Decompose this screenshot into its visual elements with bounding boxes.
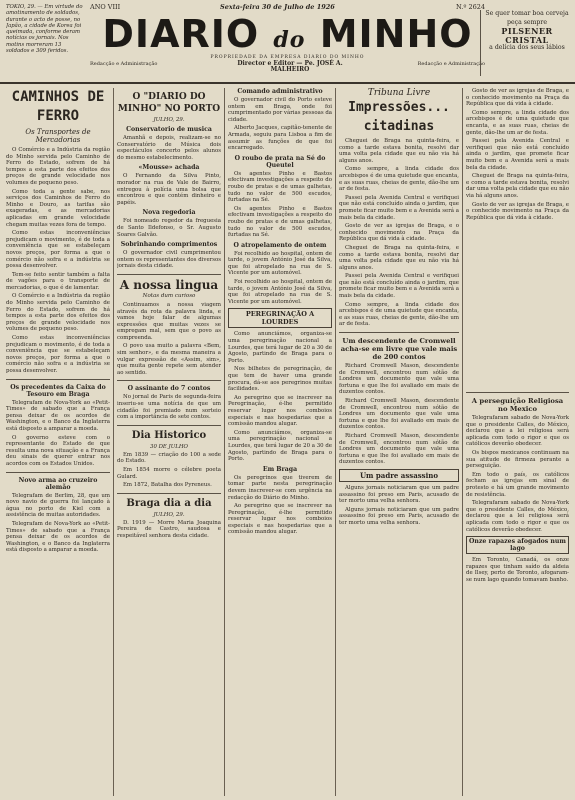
issue-date: Sexta-feira 30 de Julho de 1926 bbox=[220, 3, 335, 11]
headline-lourdes: PEREGRINAÇÃO A LOURDES bbox=[228, 308, 332, 328]
left-notice: TOKIO, 29. — Em virtude do amotinamento de soldados, durante o acto de posse, no Japão, a cidade de Korea foi queimada, conforme deram notícias os jornais. Nos motins morreram 13 soldados e 309 feridos. bbox=[6, 4, 83, 55]
kicker-tribuna: Tribuna Livre bbox=[367, 88, 431, 98]
director-line: Director e Editor — Pe. JOSÉ A. MALHEIRO bbox=[237, 60, 343, 73]
newspaper-title: DIARIO do MINHO bbox=[102, 12, 473, 56]
advertisement-box: Se quer tomar boa cerveja peça sempre PILSENER CRISTAL a delícia dos seus lábios bbox=[480, 10, 569, 76]
headline-padre: Um padre assassino bbox=[339, 469, 459, 482]
masthead bbox=[0, 0, 575, 84]
redacao-right: Redacção e Administração bbox=[417, 61, 485, 67]
headline-braga-dia: Braga dia a dia bbox=[126, 497, 212, 509]
column-4: Tribuna Livre Impressões... citadinas Cheguei de Braga na quinta-feira, e como a tarde estava bonita, resolvi dar uma volta pela cidade que eu não via há alguns anos. Como sempre, a linda cidade dos arcebispos é de uma quietude que encanta, e as suas ruas, cheias de gente, dão-lhe um ar de festa. Passei pela Avenida Central e verifiquei que não está concluído ainda o jardim, que promete ficar muito bem e a Avenida será a mais bela da cidade. Gosto de ver as igrejas de Braga, e o conhecido movimento na Praça da República que dá vida à cidade. Cheguei de Braga na quinta-feira, e como a tarde estava bonita, resolvi dar uma volta pela cidade que eu não via há alguns anos. Passei pela Avenida Central e verifiquei que não está concluído ainda o jardim, que promete ficar muito bem e a Avenida será a mais bela da cidade. Como sempre, a linda cidade dos arcebispos é de uma quietude que encanta, e as suas ruas, cheias de gente, dão-lhe um ar de festa. Um descendente de Cromwell acha-se em livre que vale mais de 200 contos Richard Cromwell Mason, descendente de Cromwell, encontrou num sótão de Londres um documento que vale uma fortuna e que lhe foi avaliado em mais de duzentos contos. Richard Cromwell Mason, descendente de Cromwell, encontrou num sótão de Londres um documento que vale uma fortuna e que lhe foi avaliado em mais de duzentos contos. Richard Cromwell Mason, descendente de Cromwell, encontrou num sótão de Londres um documento que vale uma fortuna e que lhe foi avaliado em mais de duzentos contos. Um padre assassino Alguns jornais noticiaram que um padre assassino foi preso em Paris, acusado de ter morto uma velha senhora. Alguns jornais noticiaram que um padre assassino foi preso em Paris, acusado de ter morto uma velha senhora. bbox=[339, 88, 459, 526]
headline-cruzeiro: Novo arma ao cruzeiro alemão bbox=[18, 476, 98, 491]
admin-row bbox=[90, 61, 485, 81]
ano-label: ANO VIII bbox=[90, 3, 121, 11]
headline-caminhos: CAMINHOS DE FERRO bbox=[11, 89, 105, 124]
headline-dia-historico: Dia Historico bbox=[131, 429, 207, 441]
redacao-left: Redacção e Administração bbox=[90, 61, 158, 67]
headline-rapazes: Onze rapazes afogados num lago bbox=[466, 536, 569, 554]
column-2: O "DIARIO DO MINHO" NO PORTO JULHO, 29. Conservatorio de musica Amanhã e depois, realizam-se no Conservatório de Música dois espectáculos concerto pelos alunos do mesmo estabelecimento. «Mousse» achada O Fernando da Silva Pinto, morador na rua de Vale de Bairro, entregou à polícia uma bolsa que encontrou e que contém dinheiro e papéis. Nova regedoria Foi nomeado regedor da freguesia de Santo Ildefonso, o Sr. Augusto Soares Galvão. Sobrinhando comprimentos O governador civil cumprimentou ontem os representantes dos diversos jornais desta cidade. A nossa lingua Notas dum curioso Continuamos a nossa viagem através da rota da palavra linda, e vamos hoje falar de algumas expressões que muitas vezes se empregam mal, sem que o povo as compreenda. O povo usa muito a palavra «Bem, sim senhor», e da mesma maneira a vulgar expressão de «Assim, sim», que muita gente repete sem atender ao sentido. O assinante do 7 contos No jornal de Paris de segunda-feira inseriu-se uma notícia de que um cidadão foi premiado num sorteio com a importância de sete contos. Dia Historico 30 DE JULHO Em 1839 — criação do 100 a sede do Estado. Em 1854 morre o célebre poeta Gulard. Em 1872, Batalha dos Pyreneus. Braga dia a dia JULHO, 29. D. 1919 — Morre Maria Joaquina Pereira de Castro, saudosa e respeitável senhora desta cidade. bbox=[117, 92, 221, 539]
headline-cromwell: Um descendente de Cromwell acha-se em livre que vale mais de 200 contos bbox=[340, 337, 458, 362]
column-1: CAMINHOS DE FERRO Os Transportes de Mercadorias O Comércio e a Indústria da região do Minho servida pelo Caminho de Ferro do Estado, sofrem de há tempos a esta parte dos efeitos dos preços de grande velocidade nos volumes de pequeno peso. Como toda a gente sabe, nos serviços dos Caminhos de Ferro do Minho e Douro, as tarifas são exageradas, e as mercadorias aplicadas em grande velocidade chegam muitas vezes fora de tempo. Como estas inconveniências prejudicam o movimento, é de toda a conveniência que se estabeleçam novos preços, por forma a que o comércio não sofra e a indústria se possa desenvolver. Tem-se feito sentir também a falta de vagões para o transporte de mercadorias, o que é de lamentar. O Comércio e a Indústria da região do Minho servida pelo Caminho de Ferro do Estado, sofrem de há tempos a esta parte dos efeitos dos preços de grande velocidade nos volumes de pequeno peso. Como estas inconveniências prejudicam o movimento, é de toda a conveniência que se estabeleçam novos preços, por forma a que o comércio não sofra e a indústria se possa desenvolver. Os precedentes da Caixa do Tesouro em Braga Telegrafam de Nova-York ao «Petit-Times» de sabado que a França pensa deixar de os acordos de Washington, e o Banco da Inglaterra está disposto a amparar a moeda. O governo esteve com o representante do Estado de que resulta uma nova situação e a França deu sinais de querer entrar nos acordos com os Estados Unidos. Novo arma ao cruzeiro alemão Telegrafam de Berlim, 28, que um novo navio de guerra foi lançado à água no porto de Kiel com a assistência de muitas autoridades. Telegrafam de Nova-York ao «Petit-Times» de sabado que a França pensa deixar de os acordos de Washington, e o Banco da Inglaterra está disposto a amparar a moeda. bbox=[6, 89, 110, 554]
issue-number: N.º 2624 bbox=[455, 3, 485, 11]
headline-diario-porto: O "DIARIO DO MINHO" NO PORTO bbox=[117, 92, 221, 114]
column-3: Comando administrativo O governador civil do Porto esteve ontem em Braga, onde foi cumprimentado por várias pessoas da cidade. Alberto Jacques, capitão-tenente de Armada, seguiu para Lisboa a fim de assumir as funções de que foi encarregado. O roubo de prata na Sé do Queutel Os agentes Pinho e Bastos efectivam investigações a respeito do roubo de pratas e de umas galhetas, tudo no valor de 500 escudos, furtadas na Sé. Os agentes Pinho e Bastos efectivam investigações a respeito do roubo de pratas e de umas galhetas, tudo no valor de 500 escudos, furtadas na Sé. O atropelamento de ontem Foi recolhido ao hospital, ontem de tarde, o jovem António José da Silva, que foi atropelado na rua de S. Vicente por um automóvel. Foi recolhido ao hospital, ontem de tarde, o jovem António José da Silva, que foi atropelado na rua de S. Vicente por um automóvel. PEREGRINAÇÃO A LOURDES Como anunciámos, organiza-se uma peregrinação nacional a Lourdes, que terá lugar de 20 a 30 de Agosto, partindo de Braga para o Porto. Nos bilhetes de peregrinação, de que tem de haver uma grande procura, dá-se aos peregrinos muitas facilidades. Ao peregrino que se inscrever na Peregrinação, é-lhe permitido reservar lugar nos comboios especiais e nas hospedarias que a comissão mandou alugar. Como anunciámos, organiza-se uma peregrinação nacional a Lourdes, que terá lugar de 20 a 30 de Agosto, partindo de Braga para o Porto. Em Braga Os peregrinos que tiverem de tomar parte nesta peregrinação devem inscrever-se com urgência na redacção do Diário do Minho. Ao peregrino que se inscrever na Peregrinação, é-lhe permitido reservar lugar nos comboios especiais e nas hospedarias que a comissão mandou alugar. bbox=[228, 88, 332, 536]
headline-assinante: O assinante do 7 contos bbox=[127, 385, 211, 393]
headline-mexico: A perseguição Religiosa no Mexico bbox=[471, 397, 564, 413]
subhead-transportes: Os Transportes de Mercadorias bbox=[25, 128, 91, 144]
headline-impressoes: Impressões... citadinas bbox=[348, 100, 450, 134]
column-5: Gosto de ver as igrejas de Braga, e o conhecido movimento na Praça da República que dá vida à cidade. Como sempre, a linda cidade dos arcebispos é de uma quietude que encanta, e as suas ruas, cheias de gente, dão-lhe um ar de festa. Passei pela Avenida Central e verifiquei que não está concluído ainda o jardim, que promete ficar muito bem e a Avenida será a mais bela da cidade. Cheguei de Braga na quinta-feira, e como a tarde estava bonita, resolvi dar uma volta pela cidade que eu não via há alguns anos. Gosto de ver as igrejas de Braga, e o conhecido movimento na Praça da República que dá vida à cidade. A perseguição Religiosa no Mexico Telegrafaram sabado de Nova-York que o presidente Calles, do México, declarou que a lei religiosa será aplicada com todo o rigor e que os católicos deverão obedecer. Os bispos mexicanos continuam na sua atitude de firmeza perante a perseguição. Em todo o país, os católicos fecham as igrejas em sinal de protesto e há um grande movimento de resistência. Telegrafaram sabado de Nova-York que o presidente Calles, do México, declarou que a lei religiosa será aplicada com todo o rigor e que os católicos deverão obedecer. Onze rapazes afogados num lago Em Toronto, Canadá, os onze rapazes que tinham saído da aldeia de Ilsey, perto de Toronto, afogaram-se num lago quando tomavam banho. bbox=[466, 88, 569, 583]
proprietor-line: PROPRIEDADE DA EMPRESA DIARIO DO MINHO bbox=[210, 55, 365, 60]
headline-nossa-lingua: A nossa lingua bbox=[119, 277, 219, 292]
headline-caixa: Os precedentes da Caixa do Tesouro em Braga bbox=[10, 383, 106, 398]
ad-brand: PILSENER CRISTAL bbox=[501, 26, 553, 45]
